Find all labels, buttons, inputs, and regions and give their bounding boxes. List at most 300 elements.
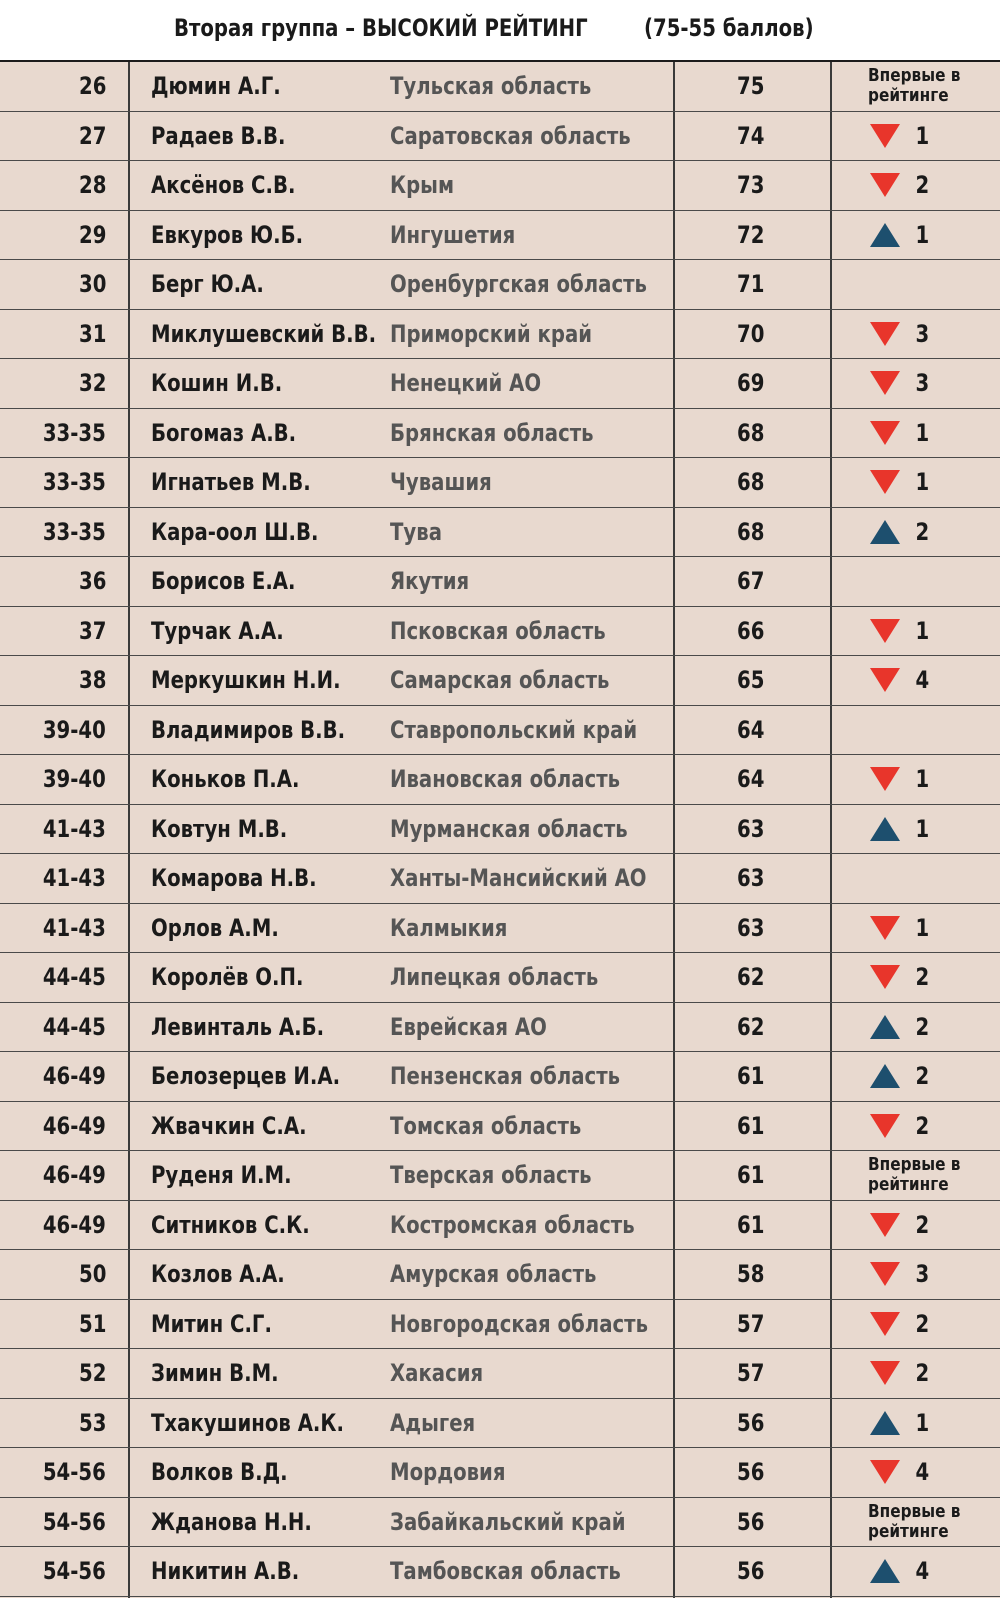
score-value-text: 56: [737, 1458, 765, 1487]
score-value: [737, 508, 770, 557]
triangle-down-icon: [870, 1114, 900, 1138]
region-name: [390, 1052, 671, 1101]
rank-cell: [0, 112, 106, 161]
rank-change: [870, 1201, 1000, 1250]
governor-name-text: Королёв О.П.: [151, 963, 304, 992]
rank-cell: [0, 1201, 106, 1250]
table-row: [0, 359, 1000, 409]
region-name: [390, 310, 636, 359]
region-name-text: Адыгея: [390, 1408, 476, 1437]
rank-cell: [0, 1498, 106, 1547]
rank-change: [870, 706, 1000, 755]
score-value: [737, 1151, 770, 1200]
rank-cell: [0, 805, 106, 854]
rank-cell-text: 46-49: [43, 1111, 106, 1140]
change-value: 1: [915, 814, 930, 843]
first-time-label: [868, 66, 998, 106]
triangle-down-icon: [870, 322, 900, 346]
change-value: 1: [915, 418, 930, 447]
change-value: 3: [915, 369, 930, 398]
score-value-text: 64: [737, 715, 765, 744]
rank-cell: [0, 409, 106, 458]
table-header: [0, 0, 1000, 62]
rank-cell-text: 54-56: [43, 1557, 106, 1586]
governor-name: [151, 1399, 386, 1448]
region-name: [390, 1201, 688, 1250]
region-name-text: Тамбовская область: [390, 1557, 621, 1586]
rank-change: [870, 1448, 1000, 1497]
triangle-down-icon: [870, 173, 900, 197]
score-value: [737, 805, 770, 854]
region-name-text: Новгородская область: [390, 1309, 649, 1338]
change-value: 4: [915, 1458, 930, 1487]
rank-cell: [0, 706, 106, 755]
governor-name-text: Кара-оол Ш.В.: [151, 517, 319, 546]
table-row: [0, 953, 1000, 1003]
region-name: [390, 1300, 705, 1349]
rank-change: [870, 1250, 1000, 1299]
score-value-text: 68: [737, 517, 765, 546]
table-row: [0, 854, 1000, 904]
rank-change: [870, 656, 1000, 705]
change-value: 1: [915, 468, 930, 497]
region-name: [390, 211, 543, 260]
governor-name: [151, 1547, 332, 1596]
rank-change: [870, 607, 1000, 656]
governor-name-text: Борисов Е.А.: [151, 567, 296, 596]
rank-change: [870, 854, 1000, 903]
table-row: [0, 310, 1000, 360]
region-name-text: Чувашия: [390, 468, 492, 497]
governor-name: [151, 458, 346, 507]
region-name: [390, 1151, 636, 1200]
region-name-text: Забайкальский край: [390, 1507, 626, 1536]
rank-cell: [0, 1349, 106, 1398]
rank-cell-text: 54-56: [43, 1458, 106, 1487]
change-value: 3: [915, 1260, 930, 1289]
governor-name: [151, 1003, 362, 1052]
score-value-text: 57: [737, 1359, 765, 1388]
region-name: [390, 458, 514, 507]
score-value-text: 68: [737, 468, 765, 497]
rank-change: [870, 359, 1000, 408]
region-name-text: Брянская область: [390, 418, 594, 447]
rank-cell: [0, 854, 106, 903]
governor-name-text: Митин С.Г.: [151, 1309, 272, 1338]
rank-cell-text: 46-49: [43, 1062, 106, 1091]
rank-cell: [0, 607, 106, 656]
table-row: [0, 557, 1000, 607]
rank-cell: [0, 953, 106, 1002]
score-value: [737, 607, 770, 656]
change-value: 2: [915, 1210, 930, 1239]
governor-name-text: Жвачкин С.А.: [151, 1111, 307, 1140]
triangle-up-icon: [870, 817, 900, 841]
rank-change: [870, 458, 1000, 507]
region-name: [390, 161, 468, 210]
region-name-text: Тверская область: [390, 1161, 592, 1190]
triangle-down-icon: [870, 668, 900, 692]
triangle-down-icon: [870, 1460, 900, 1484]
region-name-text: Мурманская область: [390, 814, 628, 843]
score-value-text: 61: [737, 1062, 765, 1091]
score-value: [737, 161, 770, 210]
rank-change: [870, 310, 1000, 359]
governor-name-text: Меркушкин Н.И.: [151, 666, 341, 695]
score-value-text: 73: [737, 171, 765, 200]
rank-change: [870, 409, 1000, 458]
region-name-text: Томская область: [390, 1111, 582, 1140]
rank-change: [870, 161, 1000, 210]
governor-name: [151, 1201, 345, 1250]
governor-name: [151, 1102, 341, 1151]
table-row: [0, 1201, 1000, 1251]
governor-name: [151, 1151, 322, 1200]
rank-cell: [0, 557, 106, 606]
score-value: [737, 1399, 770, 1448]
rank-change: [870, 1547, 1000, 1596]
table-row: [0, 1547, 1000, 1597]
rank-cell: [0, 1448, 106, 1497]
rank-cell: [0, 359, 106, 408]
governor-name: [151, 706, 388, 755]
governor-name-text: Руденя И.М.: [151, 1161, 292, 1190]
rank-cell: [0, 161, 106, 210]
rank-cell-text: 32: [78, 369, 106, 398]
rank-cell-text: 53: [78, 1408, 106, 1437]
governor-name: [151, 656, 382, 705]
rank-cell: [0, 1300, 106, 1349]
governor-name: [151, 607, 313, 656]
score-value-text: 71: [737, 270, 765, 299]
change-value: 2: [915, 963, 930, 992]
region-name: [390, 1547, 671, 1596]
region-name: [390, 557, 487, 606]
region-name-text: Ненецкий АО: [390, 369, 542, 398]
table-row: [0, 1003, 1000, 1053]
table-row: [0, 607, 1000, 657]
rank-change: [870, 260, 1000, 309]
rank-cell-text: 28: [78, 171, 106, 200]
region-name-text: Саратовская область: [390, 121, 631, 150]
rank-change: [870, 1300, 1000, 1349]
triangle-down-icon: [870, 1361, 900, 1385]
rank-cell: [0, 458, 106, 507]
rank-cell: [0, 1102, 106, 1151]
table-row: [0, 458, 1000, 508]
rank-cell: [0, 508, 106, 557]
triangle-down-icon: [870, 916, 900, 940]
score-value: [737, 1349, 770, 1398]
rank-cell: [0, 62, 106, 111]
change-value: 2: [915, 1309, 930, 1338]
region-name-text: Псковская область: [390, 616, 606, 645]
governor-name-text: Богомаз А.В.: [151, 418, 297, 447]
score-value: [737, 211, 770, 260]
triangle-up-icon: [870, 223, 900, 247]
score-value: [737, 1300, 770, 1349]
rank-cell-text: 30: [78, 270, 106, 299]
region-name: [390, 706, 691, 755]
governor-name: [151, 1052, 382, 1101]
first-time-label: [868, 1502, 998, 1542]
table-row: [0, 1399, 1000, 1449]
triangle-down-icon: [870, 619, 900, 643]
region-name-text: Пензенская область: [390, 1062, 621, 1091]
governor-name-text: Коньков П.А.: [151, 765, 300, 794]
score-value-text: 62: [737, 963, 765, 992]
score-value: [737, 557, 770, 606]
governor-name: [151, 112, 315, 161]
region-name-text: Еврейская АО: [390, 1012, 547, 1041]
score-value: [737, 409, 770, 458]
governor-name-text: Ситников С.К.: [151, 1210, 310, 1239]
region-name-text: Крым: [390, 171, 455, 200]
rank-cell-text: 39-40: [43, 765, 106, 794]
score-value: [737, 310, 770, 359]
score-value: [737, 1201, 770, 1250]
rank-change: [870, 1052, 1000, 1101]
rank-change: [868, 1151, 998, 1200]
governor-name-text: Миклушевский В.В.: [151, 319, 377, 348]
rank-cell-text: 44-45: [43, 1012, 106, 1041]
score-value: [737, 62, 770, 111]
governor-name: [151, 1498, 347, 1547]
table-row: [0, 706, 1000, 756]
rank-change: [870, 1102, 1000, 1151]
governor-name-text: Никитин А.В.: [151, 1557, 300, 1586]
region-name: [390, 1498, 677, 1547]
governor-name-text: Комарова Н.В.: [151, 864, 317, 893]
governor-name-text: Берг Ю.А.: [151, 270, 264, 299]
governor-name: [151, 1250, 314, 1299]
region-name: [390, 805, 680, 854]
score-value: [737, 854, 770, 903]
governor-name: [151, 359, 311, 408]
region-name-text: Якутия: [390, 567, 470, 596]
region-name: [390, 953, 644, 1002]
rank-change: [868, 1498, 998, 1547]
score-value: [737, 1250, 770, 1299]
region-name: [390, 904, 533, 953]
region-name: [390, 1448, 531, 1497]
change-value: 1: [915, 121, 930, 150]
rank-cell: [0, 211, 106, 260]
governor-name: [151, 1349, 307, 1398]
table-row: [0, 211, 1000, 261]
rank-change: [870, 1399, 1000, 1448]
governor-name-text: Зимин В.М.: [151, 1359, 279, 1388]
table-row: [0, 656, 1000, 706]
rank-cell: [0, 656, 106, 705]
triangle-up-icon: [870, 1015, 900, 1039]
region-name: [390, 260, 703, 309]
rank-cell: [0, 755, 106, 804]
score-value-text: 72: [737, 220, 765, 249]
region-name-text: Ивановская область: [390, 765, 621, 794]
rank-cell-text: 37: [78, 616, 106, 645]
governor-name: [151, 1300, 299, 1349]
governor-name-text: Радаев В.В.: [151, 121, 286, 150]
rank-cell-text: 33-35: [43, 418, 106, 447]
governor-name: [151, 1448, 318, 1497]
change-value: 4: [915, 666, 930, 695]
score-value-text: 70: [737, 319, 765, 348]
score-value-text: 61: [737, 1111, 765, 1140]
triangle-down-icon: [870, 470, 900, 494]
score-value: [737, 1547, 770, 1596]
region-name: [390, 656, 658, 705]
score-value: [737, 1448, 770, 1497]
rank-cell: [0, 1052, 106, 1101]
score-value-text: 56: [737, 1557, 765, 1586]
table-row: [0, 1250, 1000, 1300]
region-name-text: Хакасия: [390, 1359, 484, 1388]
triangle-down-icon: [870, 767, 900, 791]
score-value: [737, 706, 770, 755]
score-value-text: 64: [737, 765, 765, 794]
group-title: Вторая группа – ВЫСОКИЙ РЕЙТИНГ: [174, 14, 588, 42]
score-value-text: 56: [737, 1408, 765, 1437]
governor-name-text: Орлов А.М.: [151, 913, 279, 942]
region-name-text: Мордовия: [390, 1458, 506, 1487]
region-name: [390, 1102, 623, 1151]
rating-table: [0, 62, 1000, 1598]
region-name: [390, 112, 684, 161]
first-time-label: [868, 1155, 998, 1195]
region-name-text: Калмыкия: [390, 913, 508, 942]
governor-name-text: Волков В.Д.: [151, 1458, 288, 1487]
score-value-text: 65: [737, 666, 765, 695]
triangle-down-icon: [870, 421, 900, 445]
rank-change: [870, 508, 1000, 557]
table-row: [0, 1448, 1000, 1498]
score-value: [737, 1498, 770, 1547]
governor-name-text: Аксёнов С.В.: [151, 171, 296, 200]
governor-name: [151, 557, 327, 606]
governor-name-text: Козлов А.А.: [151, 1260, 285, 1289]
region-name: [390, 359, 574, 408]
score-value-text: 61: [737, 1161, 765, 1190]
governor-name: [151, 409, 328, 458]
governor-name: [151, 260, 289, 309]
rank-change: [870, 904, 1000, 953]
governor-name: [151, 953, 337, 1002]
rank-cell-text: 33-35: [43, 468, 106, 497]
region-name: [390, 508, 453, 557]
score-value-text: 63: [737, 864, 765, 893]
triangle-down-icon: [870, 1213, 900, 1237]
region-name: [390, 1399, 494, 1448]
table-row: [0, 1300, 1000, 1350]
table-row: [0, 904, 1000, 954]
governor-name-text: Левинталь А.Б.: [151, 1012, 325, 1041]
governor-name-text: Турчак А.А.: [151, 616, 284, 645]
table-row: [0, 1102, 1000, 1152]
score-value: [737, 656, 770, 705]
rank-cell-text: 29: [78, 220, 106, 249]
governor-name-text: Игнатьев М.В.: [151, 468, 311, 497]
score-value-text: 56: [737, 1507, 765, 1536]
region-name-text: Ингушетия: [390, 220, 516, 249]
region-name: [390, 409, 638, 458]
change-value: 1: [915, 616, 930, 645]
score-value: [737, 112, 770, 161]
score-value: [737, 755, 770, 804]
table-row: [0, 161, 1000, 211]
score-value: [737, 1102, 770, 1151]
governor-name-text: Евкуров Ю.Б.: [151, 220, 304, 249]
table-row: [0, 805, 1000, 855]
governor-name-text: Жданова Н.Н.: [151, 1507, 312, 1536]
governor-name-text: Дюмин А.Г.: [151, 72, 281, 101]
change-value: 2: [915, 517, 930, 546]
change-value: 2: [915, 1359, 930, 1388]
rank-cell: [0, 1547, 106, 1596]
region-name-text: Ставропольский край: [390, 715, 638, 744]
rank-change: [870, 755, 1000, 804]
rank-cell-text: 31: [78, 319, 106, 348]
governor-name: [151, 854, 353, 903]
region-name-text: Липецкая область: [390, 963, 599, 992]
region-name-text: Амурская область: [390, 1260, 597, 1289]
score-value-text: 75: [737, 72, 765, 101]
region-name: [390, 755, 671, 804]
rank-cell: [0, 904, 106, 953]
rank-cell-text: 41-43: [43, 864, 106, 893]
rank-cell-text: 36: [78, 567, 106, 596]
triangle-up-icon: [870, 1559, 900, 1583]
change-value: 3: [915, 319, 930, 348]
rank-cell: [0, 1151, 106, 1200]
rank-cell: [0, 310, 106, 359]
rank-change: [870, 557, 1000, 606]
table-row: [0, 1498, 1000, 1548]
governor-name-text: Ковтун М.В.: [151, 814, 288, 843]
region-name: [390, 607, 653, 656]
rank-cell-text: 39-40: [43, 715, 106, 744]
governor-name: [151, 310, 426, 359]
rank-change: [870, 211, 1000, 260]
score-value-text: 58: [737, 1260, 765, 1289]
rank-cell-text: 41-43: [43, 913, 106, 942]
triangle-up-icon: [870, 1064, 900, 1088]
rank-cell-text: 51: [78, 1309, 106, 1338]
governor-name-text: Кошин И.В.: [151, 369, 283, 398]
table-row: [0, 112, 1000, 162]
rank-cell-text: 33-35: [43, 517, 106, 546]
governor-name-text: Владимиров В.В.: [151, 715, 346, 744]
score-value: [737, 458, 770, 507]
first-time-text: Впервые в рейтинге: [868, 1154, 961, 1196]
score-value: [737, 359, 770, 408]
first-time-text: Впервые в рейтинге: [868, 1500, 961, 1542]
table-row: [0, 409, 1000, 459]
rank-cell-text: 38: [78, 666, 106, 695]
score-value-text: 61: [737, 1210, 765, 1239]
region-name-text: Самарская область: [390, 666, 610, 695]
score-value: [737, 904, 770, 953]
score-value-text: 68: [737, 418, 765, 447]
score-value: [737, 953, 770, 1002]
first-time-text: Впервые в рейтинге: [868, 65, 961, 107]
governor-name: [151, 755, 332, 804]
change-value: 2: [915, 1012, 930, 1041]
governor-name: [151, 161, 327, 210]
rank-cell-text: 46-49: [43, 1210, 106, 1239]
table-row: [0, 62, 1000, 112]
triangle-down-icon: [870, 1262, 900, 1286]
